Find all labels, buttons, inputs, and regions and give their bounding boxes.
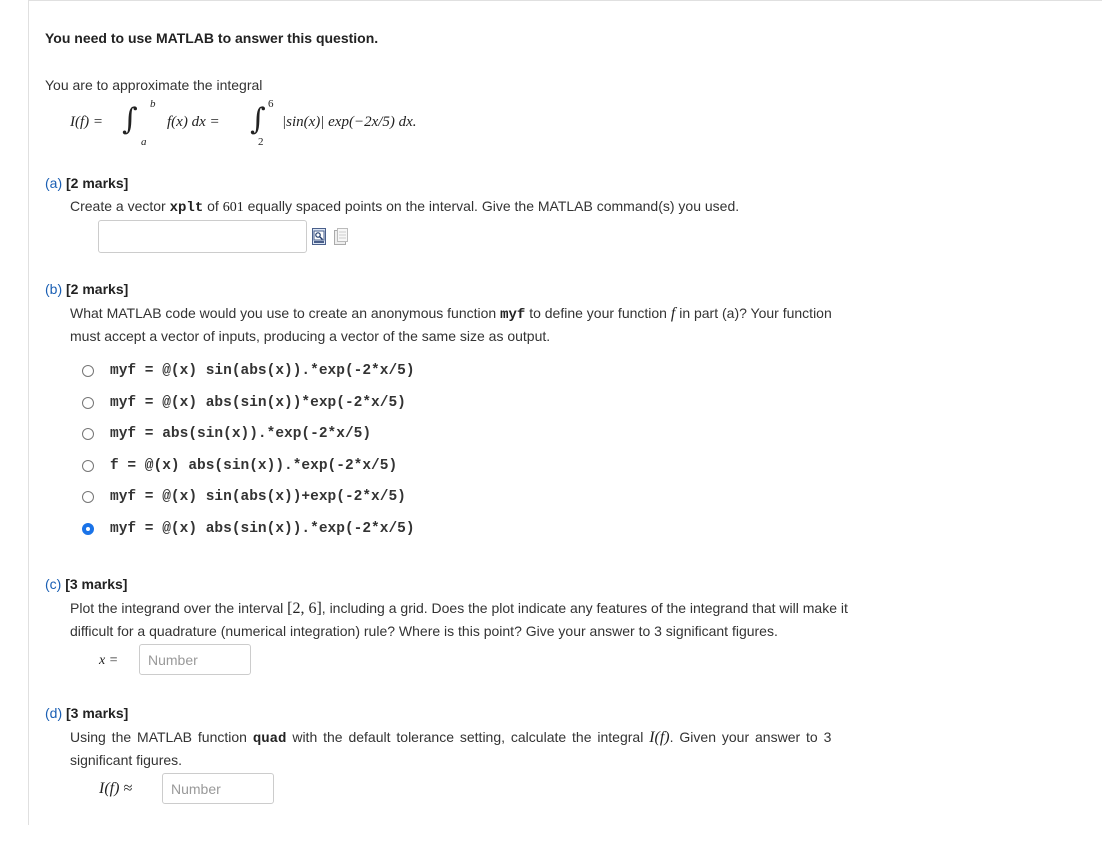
part-d-letter: (d) [45,705,63,721]
option-5-code: myf = @(x) sin(abs(x))+exp(-2*x/5) [110,489,406,505]
part-a-marks: [2 marks] [66,175,129,191]
part-b-label [45,281,128,297]
upper-limit-1: b [150,98,156,110]
part-b-letter: (b) [45,281,63,297]
part-c-text-1: Plot the integrand over the interval [70,600,284,616]
integrand-2: |sin(x)| exp(−2x/5) dx. [282,114,417,130]
upper-limit-2: 6 [268,98,274,110]
part-a-text-2: of [207,198,219,214]
part-d-text-3: . Given your answer to 3 [669,729,832,745]
part-c-letter: (c) [45,576,62,592]
part-b-text-3: in part (a)? Your function [679,305,832,321]
lower-limit-2: 2 [258,136,264,148]
content-border-top [28,0,1102,1]
part-d-number-input[interactable] [162,773,274,804]
integral-lhs: I(f) = [70,114,104,130]
part-d-fn: quad [252,731,287,747]
part-d-question-line-2: significant figures. [70,752,183,768]
option-3-radio[interactable] [82,428,94,440]
part-c-label [45,576,127,592]
option-4-code: f = @(x) abs(sin(x)).*exp(-2*x/5) [110,458,398,474]
part-b-text-1: What MATLAB code would you use to create an anonymous function [70,305,497,321]
lower-limit-1: a [141,136,147,148]
preview-icon[interactable] [312,228,326,245]
part-a-letter: (a) [45,175,63,191]
part-b-f: f [670,305,676,322]
part-c-number-input[interactable] [139,644,251,675]
part-a-var: xplt [169,200,204,216]
part-d-text-1: Using the MATLAB function [70,729,247,745]
option-2-radio[interactable] [82,397,94,409]
part-a-question [70,198,739,216]
part-c-answer-label: x = [99,653,119,668]
part-d-marks: [3 marks] [66,705,129,721]
part-c-marks: [3 marks] [65,576,128,592]
integral-sign-2: ∫ [250,102,266,137]
part-b-question-line-1 [70,305,832,323]
instruction-heading: You need to use MATLAB to answer this question. [45,30,379,46]
integrand-1: f(x) dx = [167,114,220,130]
option-1-radio[interactable] [82,365,94,377]
integral-intro: You are to approximate the integral [45,77,263,93]
option-1-code: myf = @(x) sin(abs(x)).*exp(-2*x/5) [110,363,415,379]
part-c-question-line-1 [70,600,848,618]
option-2-code: myf = @(x) abs(sin(x))*exp(-2*x/5) [110,395,406,411]
part-d-integral: I(f) [649,729,670,746]
part-b-marks: [2 marks] [66,281,129,297]
part-d-answer-label: I(f) ≈ [99,780,133,797]
part-d-text-2: with the default tolerance setting, calculate the integral [292,729,644,745]
content-border-left [28,0,29,825]
part-c-text-2: , including a grid. Does the plot indicate any features of the integrand that will make it [321,600,848,616]
option-4-radio[interactable] [82,460,94,472]
part-d-question-line-1 [70,729,831,747]
option-3-code: myf = abs(sin(x)).*exp(-2*x/5) [110,426,372,442]
part-c-question-line-2: difficult for a quadrature (numerical integration) rule? Where is this point? Give your answer to 3 significant figures. [70,623,778,639]
part-a-text-3: equally spaced points on the interval. Give the MATLAB command(s) you used. [247,198,740,214]
option-6-code: myf = @(x) abs(sin(x)).*exp(-2*x/5) [110,521,415,537]
integral-sign-1: ∫ [122,102,138,137]
part-b-text-2: to define your function [529,305,667,321]
paste-icon[interactable] [334,228,348,245]
option-6-radio-selected[interactable] [82,523,94,535]
part-b-fn: myf [500,307,526,323]
part-c-interval: [2, 6] [287,600,322,617]
part-a-label [45,175,128,191]
option-5-radio[interactable] [82,491,94,503]
part-d-label [45,705,128,721]
part-b-question-line-2: must accept a vector of inputs, producing a vector of the same size as output. [70,328,551,344]
part-a-text-1: Create a vector [70,198,166,214]
part-a-answer-input[interactable] [98,220,307,253]
part-a-count: 601 [222,200,244,215]
